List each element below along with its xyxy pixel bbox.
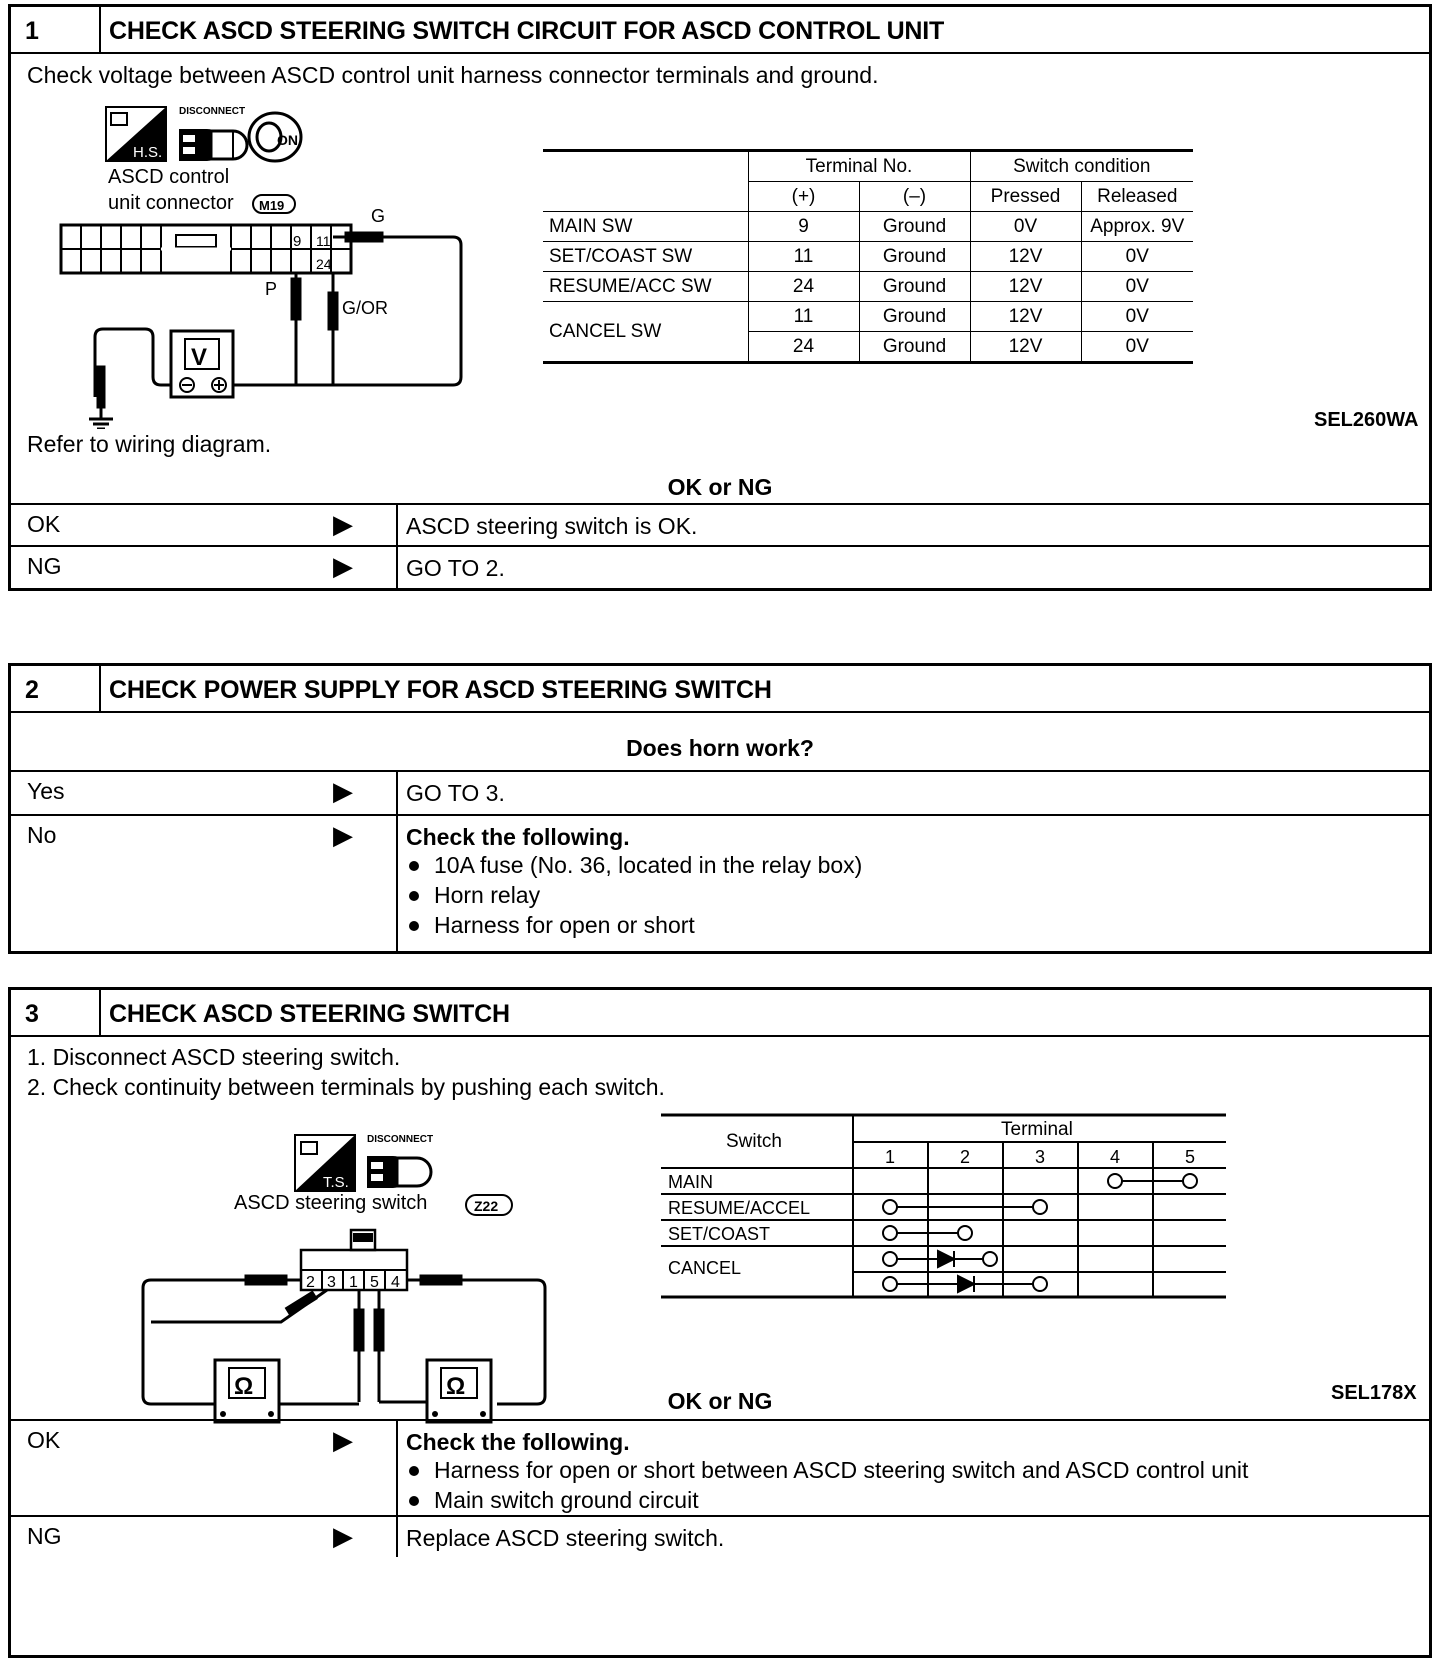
step-title: CHECK ASCD STEERING SWITCH [109, 1000, 510, 1028]
terminal-side-icon [295, 1135, 355, 1191]
table-row [543, 272, 1193, 302]
result-label: Yes [27, 778, 65, 804]
row-plus: 9 [748, 212, 859, 242]
continuity-check-diagram [131, 1130, 591, 1430]
result-label: No [27, 822, 57, 848]
ok-ng-question: OK or NG [667, 1388, 773, 1414]
terminal-col: 3 [1035, 1147, 1046, 1167]
ts-label: T.S. [323, 1174, 349, 1191]
wiring [89, 233, 461, 429]
result-heading: Check the following. [406, 1429, 630, 1455]
row-released: 0V [1081, 272, 1193, 302]
row-pressed: 12V [970, 332, 1081, 363]
row-plus: 11 [748, 302, 859, 332]
arrow-icon: ▶ [333, 776, 353, 806]
result-ok-row [11, 503, 1429, 547]
disconnect-label: DISCONNECT [179, 106, 246, 117]
step-3-section [8, 987, 1432, 1658]
harness-side-icon [106, 107, 166, 161]
instruction-text: Check voltage between ASCD control unit harness connector terminals and ground. [27, 62, 879, 88]
row-switch-name: MAIN SW [543, 212, 748, 242]
step-1-section [8, 4, 1432, 591]
figure-code: SEL178X [1331, 1382, 1417, 1404]
pin-label: 5 [370, 1274, 379, 1291]
connector-id: Z22 [474, 1198, 499, 1214]
result-ng-row [11, 1517, 1429, 1557]
switch-row-label: MAIN [668, 1172, 713, 1192]
list-item: Horn relay [406, 880, 862, 910]
pin-label: 4 [391, 1274, 400, 1291]
row-pressed: 12V [970, 272, 1081, 302]
arrow-icon: ▶ [333, 820, 353, 850]
result-text: Replace ASCD steering switch. [406, 1525, 725, 1551]
connector-id-badge [253, 195, 295, 213]
list-item: Harness for open or short [406, 910, 862, 940]
pin-24-label: 24 [316, 256, 332, 272]
disconnect-connector-icon [179, 129, 247, 161]
step-title: CHECK ASCD STEERING SWITCH CIRCUIT FOR ASCD CONTROL UNIT [109, 17, 945, 45]
pin-11-label: 11 [316, 233, 331, 249]
header-plus: (+) [748, 182, 859, 212]
connector-label: ASCD steering switch [234, 1192, 428, 1214]
ok-ng-question: OK or NG [667, 474, 773, 500]
check-list [406, 1455, 1248, 1515]
row-plus: 24 [748, 332, 859, 363]
hs-label: H.S. [133, 144, 163, 161]
row-minus: Ground [859, 212, 970, 242]
step-number: 1 [25, 17, 39, 45]
result-label: OK [27, 1427, 61, 1453]
result-heading: Check the following. [406, 824, 630, 850]
step-number: 3 [25, 1000, 39, 1028]
terminal-voltage-table [543, 149, 1193, 364]
pin-label: 1 [349, 1274, 358, 1291]
result-text: GO TO 3. [406, 780, 505, 806]
terminal-col: 1 [885, 1147, 896, 1167]
check-list [406, 850, 862, 940]
connector-label-line1: ASCD control [108, 166, 230, 188]
header-minus: (–) [859, 182, 970, 212]
table-row [543, 212, 1193, 242]
step-title: CHECK POWER SUPPLY FOR ASCD STEERING SWITCH [109, 676, 772, 704]
arrow-icon: ▶ [333, 1521, 353, 1551]
result-label: OK [27, 511, 61, 537]
disconnect-connector-icon [367, 1156, 431, 1188]
row-switch-name: SET/COAST SW [543, 242, 748, 272]
voltmeter-icon [171, 331, 233, 397]
header-released: Released [1081, 182, 1193, 212]
result-no-row [11, 816, 1429, 951]
step-1-header [11, 7, 1429, 54]
switch-row-label: CANCEL [668, 1258, 742, 1278]
switch-row-label: RESUME/ACCEL [668, 1198, 811, 1218]
connector-label-line2: unit connector [108, 192, 234, 214]
table-row [543, 242, 1193, 272]
on-label: ON [277, 132, 298, 148]
row-released: 0V [1081, 332, 1193, 363]
result-yes-row [11, 772, 1429, 816]
refer-text: Refer to wiring diagram. [27, 431, 272, 457]
result-label: NG [27, 1523, 62, 1549]
wire-g-label: G [371, 206, 386, 226]
row-switch-name: CANCEL SW [543, 302, 748, 363]
row-pressed: 12V [970, 302, 1081, 332]
row-released: Approx. 9V [1081, 212, 1193, 242]
step-number: 2 [25, 676, 39, 704]
row-minus: Ground [859, 302, 970, 332]
step-3-header [11, 990, 1429, 1037]
step-instruction: 1. Disconnect ASCD steering switch. [27, 1044, 401, 1070]
header-terminal: Terminal [1001, 1119, 1073, 1140]
question-row [11, 713, 1429, 772]
terminal-col: 2 [960, 1147, 971, 1167]
row-minus: Ground [859, 242, 970, 272]
switch-terminal-continuity-table [656, 1110, 1231, 1310]
row-minus: Ground [859, 332, 970, 363]
row-pressed: 0V [970, 212, 1081, 242]
result-label: NG [27, 553, 62, 579]
arrow-icon: ▶ [333, 1425, 353, 1455]
figure-code: SEL260WA [1314, 409, 1419, 431]
arrow-icon: ▶ [333, 551, 353, 581]
ignition-on-icon [249, 113, 301, 161]
pin-label: 3 [327, 1274, 336, 1291]
step-2-section [8, 663, 1432, 954]
list-item: 10A fuse (No. 36, located in the relay box) [406, 850, 862, 880]
pin-label: 2 [306, 1274, 315, 1291]
row-pressed: 12V [970, 242, 1081, 272]
wire-p-label: P [265, 279, 278, 299]
horn-question: Does horn work? [626, 735, 814, 761]
result-text: GO TO 2. [406, 555, 505, 581]
meter-label: Ω [446, 1373, 466, 1400]
row-minus: Ground [859, 272, 970, 302]
meter-label: V [191, 344, 208, 371]
disconnect-label: DISCONNECT [367, 1134, 434, 1145]
wire-gor-label: G/OR [342, 298, 389, 318]
connector-id-badge [466, 1195, 512, 1215]
header-terminal-no: Terminal No. [748, 151, 970, 182]
harness-connector-m19 [61, 225, 351, 273]
terminal-col: 5 [1185, 1147, 1196, 1167]
row-released: 0V [1081, 242, 1193, 272]
header-switch: Switch [726, 1131, 782, 1152]
list-item: Main switch ground circuit [406, 1485, 1248, 1515]
meter-label: Ω [234, 1373, 254, 1400]
header-switch-condition: Switch condition [970, 151, 1193, 182]
row-switch-name: RESUME/ACC SW [543, 272, 748, 302]
table-row [543, 302, 1193, 332]
list-item: Harness for open or short between ASCD steering switch and ASCD control unit [406, 1455, 1248, 1485]
result-text: ASCD steering switch is OK. [406, 513, 698, 539]
result-ok-row [11, 1419, 1429, 1517]
row-plus: 24 [748, 272, 859, 302]
arrow-icon: ▶ [333, 509, 353, 539]
result-ng-row [11, 547, 1429, 588]
pin-9-label: 9 [293, 233, 302, 250]
row-plus: 11 [748, 242, 859, 272]
switch-row-label: SET/COAST [668, 1224, 771, 1244]
terminal-col: 4 [1110, 1147, 1121, 1167]
connector-id: M19 [259, 198, 285, 213]
row-released: 0V [1081, 302, 1193, 332]
step-2-header [11, 666, 1429, 713]
voltage-check-diagram [51, 99, 521, 429]
header-pressed: Pressed [970, 182, 1081, 212]
step-instruction: 2. Check continuity between terminals by pushing each switch. [27, 1074, 665, 1100]
